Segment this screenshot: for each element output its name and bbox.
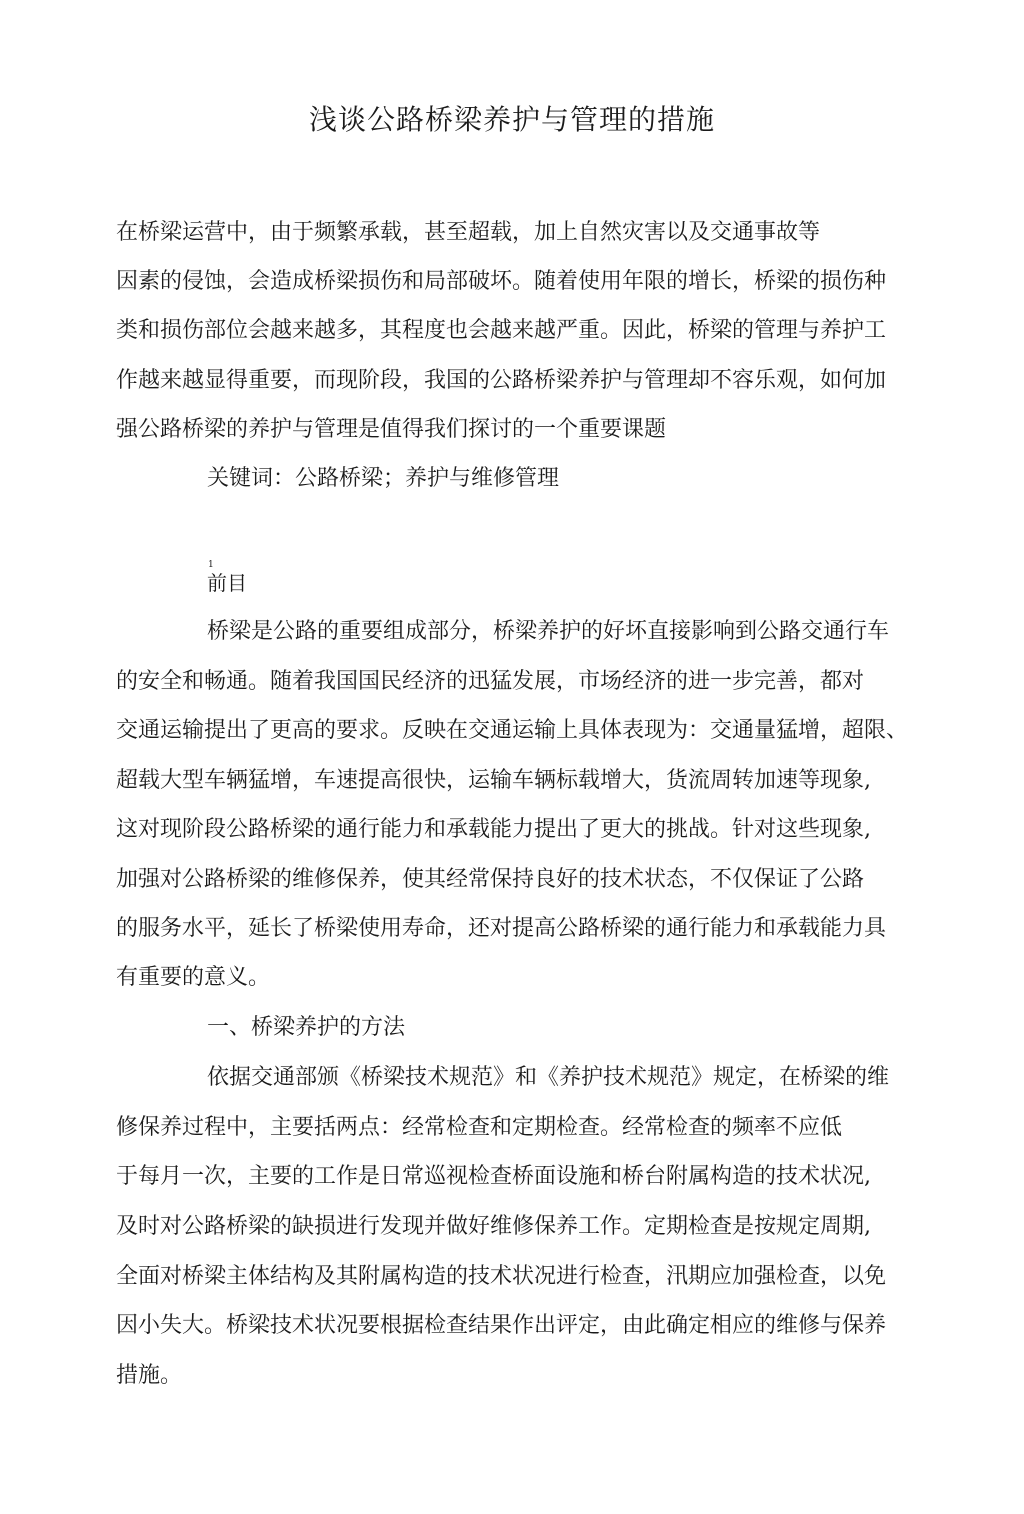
preface-line: 交通运输提出了更高的要求。反映在交通运输上具体表现为：交通量猛增，超限、 bbox=[116, 718, 909, 743]
section-line: 依据交通部颁《桥梁技术规范》和《养护技术规范》规定，在桥梁的维 bbox=[207, 1065, 890, 1090]
footnote-mark: 1 bbox=[208, 560, 214, 570]
section-line: 及时对公路桥梁的缺损进行发现并做好维修保养工作。定期检查是按规定周期, bbox=[116, 1214, 871, 1239]
keywords: 关键词：公路桥梁；养护与维修管理 bbox=[207, 466, 560, 491]
preface-line: 加强对公路桥梁的维修保养，使其经常保持良好的技术状态，不仅保证了公路 bbox=[116, 867, 865, 892]
abstract-line: 因素的侵蚀，会造成桥梁损伤和局部破坏。随着使用年限的增长，桥梁的损伤种 bbox=[116, 269, 887, 294]
section-line: 修保养过程中，主要括两点：经常检查和定期检查。经常检查的频率不应低 bbox=[116, 1115, 843, 1140]
preface-line: 这对现阶段公路桥梁的通行能力和承载能力提出了更大的挑战。针对这些现象, bbox=[116, 817, 871, 842]
section-heading: 一、桥梁养护的方法 bbox=[207, 1015, 406, 1040]
section-line: 全面对桥梁主体结构及其附属构造的技术状况进行检查，汛期应加强检查，以免 bbox=[116, 1264, 887, 1289]
preface-line: 的服务水平，延长了桥梁使用寿命，还对提高公路桥梁的通行能力和承载能力具 bbox=[116, 916, 887, 941]
preface-line: 的安全和畅通。随着我国国民经济的迅猛发展，市场经济的进一步完善，都对 bbox=[116, 669, 865, 694]
preface-line: 超载大型车辆猛增，车速提高很快，运输车辆标载增大，货流周转加速等现象, bbox=[116, 768, 871, 793]
section-line: 于每月一次，主要的工作是日常巡视检查桥面设施和桥台附属构造的技术状况, bbox=[116, 1164, 871, 1189]
abstract-line: 作越来越显得重要，而现阶段，我国的公路桥梁养护与管理却不容乐观，如何加 bbox=[116, 368, 887, 393]
preface-heading: 前目 bbox=[207, 571, 247, 595]
preface-line: 桥梁是公路的重要组成部分，桥梁养护的好坏直接影响到公路交通行车 bbox=[207, 619, 890, 644]
abstract-line: 在桥梁运营中，由于频繁承载，甚至超载，加上自然灾害以及交通事故等 bbox=[116, 220, 821, 245]
section-line: 措施。 bbox=[116, 1363, 183, 1388]
document-title: 浅谈公路桥梁养护与管理的措施 bbox=[308, 103, 715, 136]
abstract-line: 强公路桥梁的养护与管理是值得我们探讨的一个重要课题 bbox=[116, 417, 667, 442]
section-line: 因小失大。桥梁技术状况要根据检查结果作出评定，由此确定相应的维修与保养 bbox=[116, 1313, 887, 1338]
preface-line: 有重要的意义。 bbox=[116, 965, 271, 990]
abstract-line: 类和损伤部位会越来越多，其程度也会越来越严重。因此，桥梁的管理与养护工 bbox=[116, 318, 887, 343]
